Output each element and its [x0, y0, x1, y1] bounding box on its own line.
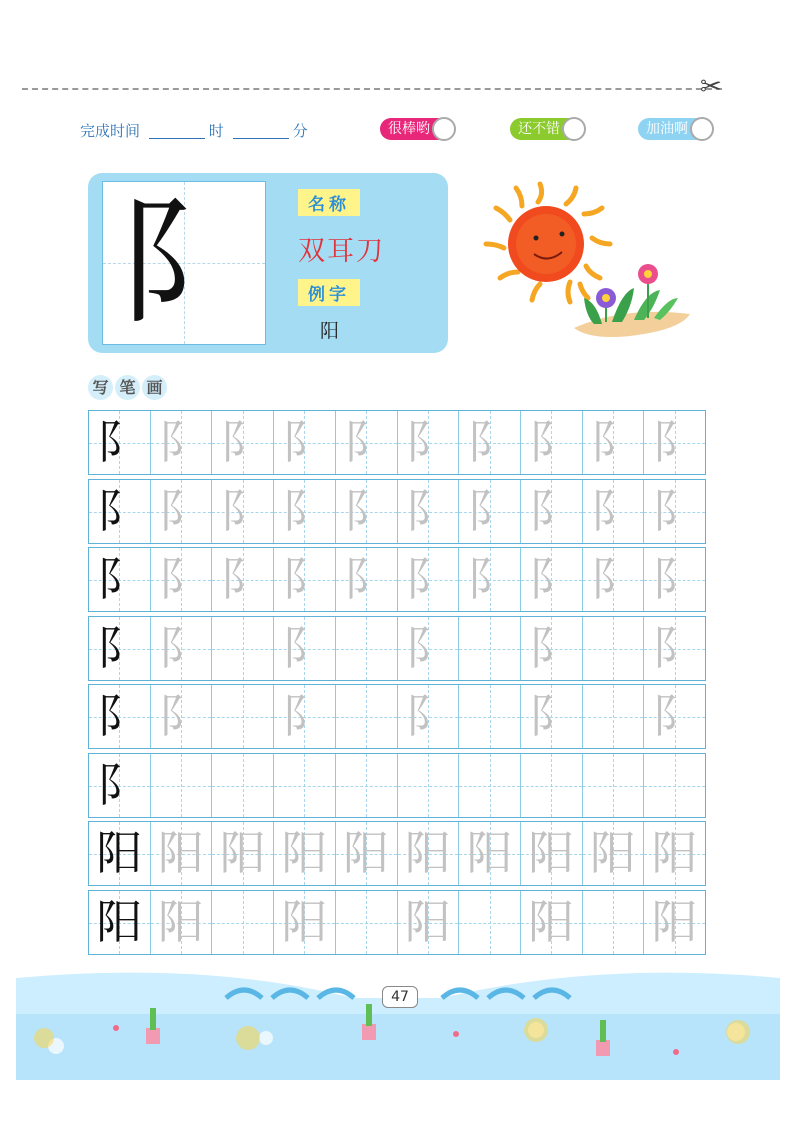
- minute-label: 分: [292, 122, 308, 140]
- practice-cell[interactable]: [336, 685, 398, 748]
- model-cell[interactable]: [89, 617, 151, 680]
- practice-cell[interactable]: [336, 617, 398, 680]
- practice-cell[interactable]: [583, 411, 645, 474]
- trace-character: [212, 617, 273, 680]
- practice-cell[interactable]: [212, 891, 274, 954]
- section-title-char: 画: [142, 375, 167, 400]
- trace-character: [336, 685, 397, 748]
- trace-character: 阝: [651, 689, 698, 743]
- trace-character: 阝: [281, 621, 328, 675]
- model-cell[interactable]: [89, 548, 151, 611]
- trace-character: [336, 754, 397, 817]
- stroke-info-card: [88, 173, 448, 353]
- practice-cell[interactable]: [212, 548, 274, 611]
- trace-character: 阳: [528, 895, 575, 949]
- trace-character: 阳: [281, 826, 328, 880]
- model-character: 阝: [96, 621, 143, 675]
- trace-character: [212, 891, 273, 954]
- rating-label: 还不错: [518, 121, 560, 137]
- practice-row: [88, 547, 706, 612]
- practice-cell[interactable]: [644, 480, 705, 543]
- practice-cell[interactable]: [521, 822, 583, 885]
- practice-cell[interactable]: [336, 822, 398, 885]
- trace-character: 阳: [589, 826, 636, 880]
- trace-character: [274, 754, 335, 817]
- section-title-char: 笔: [115, 375, 140, 400]
- rating-label: 加油啊: [646, 121, 688, 137]
- trace-character: [212, 754, 273, 817]
- model-cell[interactable]: [89, 891, 151, 954]
- model-character: 阝: [96, 552, 143, 606]
- practice-cell[interactable]: [644, 617, 705, 680]
- practice-cell[interactable]: [644, 685, 705, 748]
- practice-cell[interactable]: [151, 891, 213, 954]
- practice-cell[interactable]: [336, 480, 398, 543]
- trace-character: 阝: [158, 415, 205, 469]
- practice-cell[interactable]: [459, 480, 521, 543]
- trace-character: 阳: [219, 826, 266, 880]
- rating-circle-icon[interactable]: [690, 117, 714, 141]
- practice-cell[interactable]: [398, 480, 460, 543]
- model-character: 阳: [96, 826, 143, 880]
- trace-character: 阝: [281, 552, 328, 606]
- trace-character: 阳: [404, 826, 451, 880]
- practice-cell[interactable]: [644, 822, 705, 885]
- trace-character: 阳: [404, 895, 451, 949]
- practice-cell[interactable]: [521, 617, 583, 680]
- trace-character: 阝: [466, 415, 513, 469]
- trace-character: [644, 754, 705, 817]
- trace-character: 阝: [158, 689, 205, 743]
- stroke-character: 阝: [114, 182, 253, 343]
- trace-character: [583, 891, 644, 954]
- practice-cell[interactable]: [459, 822, 521, 885]
- section-title-char: 写: [88, 375, 113, 400]
- trace-character: [459, 685, 520, 748]
- model-character: 阝: [96, 415, 143, 469]
- trace-character: 阝: [466, 484, 513, 538]
- trace-character: 阝: [589, 484, 636, 538]
- practice-cell[interactable]: [336, 411, 398, 474]
- practice-cell[interactable]: [459, 754, 521, 817]
- time-label: 完成时间: [80, 122, 141, 140]
- practice-cell[interactable]: [151, 754, 213, 817]
- practice-cell[interactable]: [398, 411, 460, 474]
- trace-character: [398, 754, 459, 817]
- trace-character: 阝: [158, 484, 205, 538]
- practice-cell[interactable]: [151, 480, 213, 543]
- practice-cell[interactable]: [459, 617, 521, 680]
- trace-character: 阝: [589, 552, 636, 606]
- rating-good[interactable]: [510, 118, 582, 140]
- trace-character: [521, 754, 582, 817]
- practice-cell[interactable]: [521, 685, 583, 748]
- trace-character: 阝: [651, 621, 698, 675]
- minute-blank[interactable]: [233, 138, 289, 139]
- practice-row: [88, 684, 706, 749]
- trace-character: 阳: [651, 826, 698, 880]
- practice-cell[interactable]: [398, 891, 460, 954]
- trace-character: [583, 685, 644, 748]
- trace-character: [459, 754, 520, 817]
- hour-label: 时: [208, 122, 224, 140]
- practice-cell[interactable]: [336, 548, 398, 611]
- practice-cell[interactable]: [151, 548, 213, 611]
- trace-character: 阳: [158, 826, 205, 880]
- trace-character: 阝: [404, 484, 451, 538]
- model-cell[interactable]: [89, 685, 151, 748]
- practice-cell[interactable]: [459, 411, 521, 474]
- trace-character: 阝: [404, 552, 451, 606]
- trace-character: 阝: [528, 689, 575, 743]
- page-number: 47: [382, 986, 418, 1008]
- practice-cell[interactable]: [336, 754, 398, 817]
- rating-great[interactable]: [380, 118, 452, 140]
- trace-character: 阝: [528, 415, 575, 469]
- practice-cell[interactable]: [583, 822, 645, 885]
- practice-cell[interactable]: [583, 754, 645, 817]
- practice-cell[interactable]: [274, 685, 336, 748]
- practice-section-title: [88, 375, 169, 400]
- practice-cell[interactable]: [583, 617, 645, 680]
- trace-character: [459, 617, 520, 680]
- practice-cell[interactable]: [583, 685, 645, 748]
- practice-cell[interactable]: [521, 411, 583, 474]
- practice-cell[interactable]: [398, 617, 460, 680]
- trace-character: 阝: [528, 484, 575, 538]
- practice-cell[interactable]: [274, 480, 336, 543]
- model-cell[interactable]: [89, 480, 151, 543]
- trace-character: [336, 617, 397, 680]
- practice-cell[interactable]: [459, 548, 521, 611]
- rating-circle-icon[interactable]: [562, 117, 586, 141]
- completion-time: [80, 120, 308, 141]
- trace-character: 阝: [219, 415, 266, 469]
- trace-character: [459, 891, 520, 954]
- sun-flowers-illustration: [466, 178, 696, 350]
- name-tag: 名称: [298, 189, 360, 216]
- practice-cell[interactable]: [521, 891, 583, 954]
- model-cell[interactable]: [89, 754, 151, 817]
- trace-character: [212, 685, 273, 748]
- rating-label: 很棒哟: [388, 121, 430, 137]
- practice-cell[interactable]: [583, 480, 645, 543]
- trace-character: 阝: [343, 415, 390, 469]
- trace-character: 阝: [589, 415, 636, 469]
- practice-cell[interactable]: [212, 822, 274, 885]
- practice-cell[interactable]: [151, 411, 213, 474]
- practice-cell[interactable]: [151, 617, 213, 680]
- example-tag: 例字: [298, 279, 360, 306]
- trace-character: 阳: [158, 895, 205, 949]
- practice-cell[interactable]: [521, 754, 583, 817]
- trace-character: 阝: [281, 415, 328, 469]
- trace-character: 阝: [404, 415, 451, 469]
- practice-cell[interactable]: [274, 891, 336, 954]
- practice-cell[interactable]: [274, 411, 336, 474]
- scissors-icon: ✂: [700, 72, 722, 102]
- trace-character: 阝: [651, 552, 698, 606]
- rating-keep-trying[interactable]: [638, 118, 710, 140]
- trace-character: 阝: [651, 484, 698, 538]
- trace-character: 阳: [528, 826, 575, 880]
- trace-character: 阝: [343, 552, 390, 606]
- practice-cell[interactable]: [521, 548, 583, 611]
- trace-character: 阝: [219, 552, 266, 606]
- trace-character: 阝: [466, 552, 513, 606]
- trace-character: 阝: [158, 621, 205, 675]
- example-character: 阳: [320, 320, 340, 342]
- practice-cell[interactable]: [583, 891, 645, 954]
- practice-cell[interactable]: [644, 891, 705, 954]
- practice-cell[interactable]: [398, 548, 460, 611]
- trace-character: 阝: [528, 621, 575, 675]
- practice-cell[interactable]: [583, 548, 645, 611]
- model-cell[interactable]: [89, 822, 151, 885]
- practice-cell[interactable]: [274, 548, 336, 611]
- stroke-name: 双耳刀: [298, 236, 385, 267]
- trace-character: 阳: [281, 895, 328, 949]
- trace-character: 阝: [219, 484, 266, 538]
- model-character: 阝: [96, 689, 143, 743]
- trace-character: 阝: [343, 484, 390, 538]
- practice-row: [88, 753, 706, 818]
- model-character: 阝: [96, 484, 143, 538]
- trace-character: [151, 754, 212, 817]
- practice-cell[interactable]: [459, 685, 521, 748]
- practice-cell[interactable]: [212, 685, 274, 748]
- practice-cell[interactable]: [274, 822, 336, 885]
- practice-cell[interactable]: [274, 754, 336, 817]
- trace-character: 阝: [404, 689, 451, 743]
- practice-row: [88, 821, 706, 886]
- trace-character: [583, 754, 644, 817]
- practice-cell[interactable]: [151, 685, 213, 748]
- practice-cell[interactable]: [212, 617, 274, 680]
- model-character: 阳: [96, 895, 143, 949]
- model-character: 阝: [96, 758, 143, 812]
- trace-character: 阳: [651, 895, 698, 949]
- practice-cell[interactable]: [274, 617, 336, 680]
- practice-row: [88, 479, 706, 544]
- practice-row: [88, 890, 706, 955]
- rating-circle-icon[interactable]: [432, 117, 456, 141]
- footer-decoration: [16, 968, 780, 1080]
- practice-cell[interactable]: [644, 754, 705, 817]
- practice-cell[interactable]: [644, 548, 705, 611]
- practice-cell[interactable]: [398, 822, 460, 885]
- practice-row: [88, 616, 706, 681]
- trace-character: 阝: [281, 689, 328, 743]
- hour-blank[interactable]: [149, 138, 205, 139]
- practice-cell[interactable]: [336, 891, 398, 954]
- trace-character: 阝: [651, 415, 698, 469]
- practice-cell[interactable]: [398, 685, 460, 748]
- stroke-display-box: [102, 181, 266, 345]
- trace-character: [583, 617, 644, 680]
- trace-character: 阳: [466, 826, 513, 880]
- practice-row: [88, 410, 706, 475]
- trace-character: 阳: [343, 826, 390, 880]
- practice-cell[interactable]: [212, 480, 274, 543]
- trace-character: 阝: [404, 621, 451, 675]
- practice-cell[interactable]: [644, 411, 705, 474]
- trace-character: [336, 891, 397, 954]
- model-cell[interactable]: [89, 411, 151, 474]
- cut-line: [22, 88, 722, 90]
- practice-cell[interactable]: [212, 411, 274, 474]
- practice-cell[interactable]: [151, 822, 213, 885]
- practice-cell[interactable]: [521, 480, 583, 543]
- trace-character: 阝: [158, 552, 205, 606]
- trace-character: 阝: [528, 552, 575, 606]
- practice-cell[interactable]: [212, 754, 274, 817]
- practice-cell[interactable]: [398, 754, 460, 817]
- trace-character: 阝: [281, 484, 328, 538]
- sun-icon: [486, 184, 610, 302]
- practice-cell[interactable]: [459, 891, 521, 954]
